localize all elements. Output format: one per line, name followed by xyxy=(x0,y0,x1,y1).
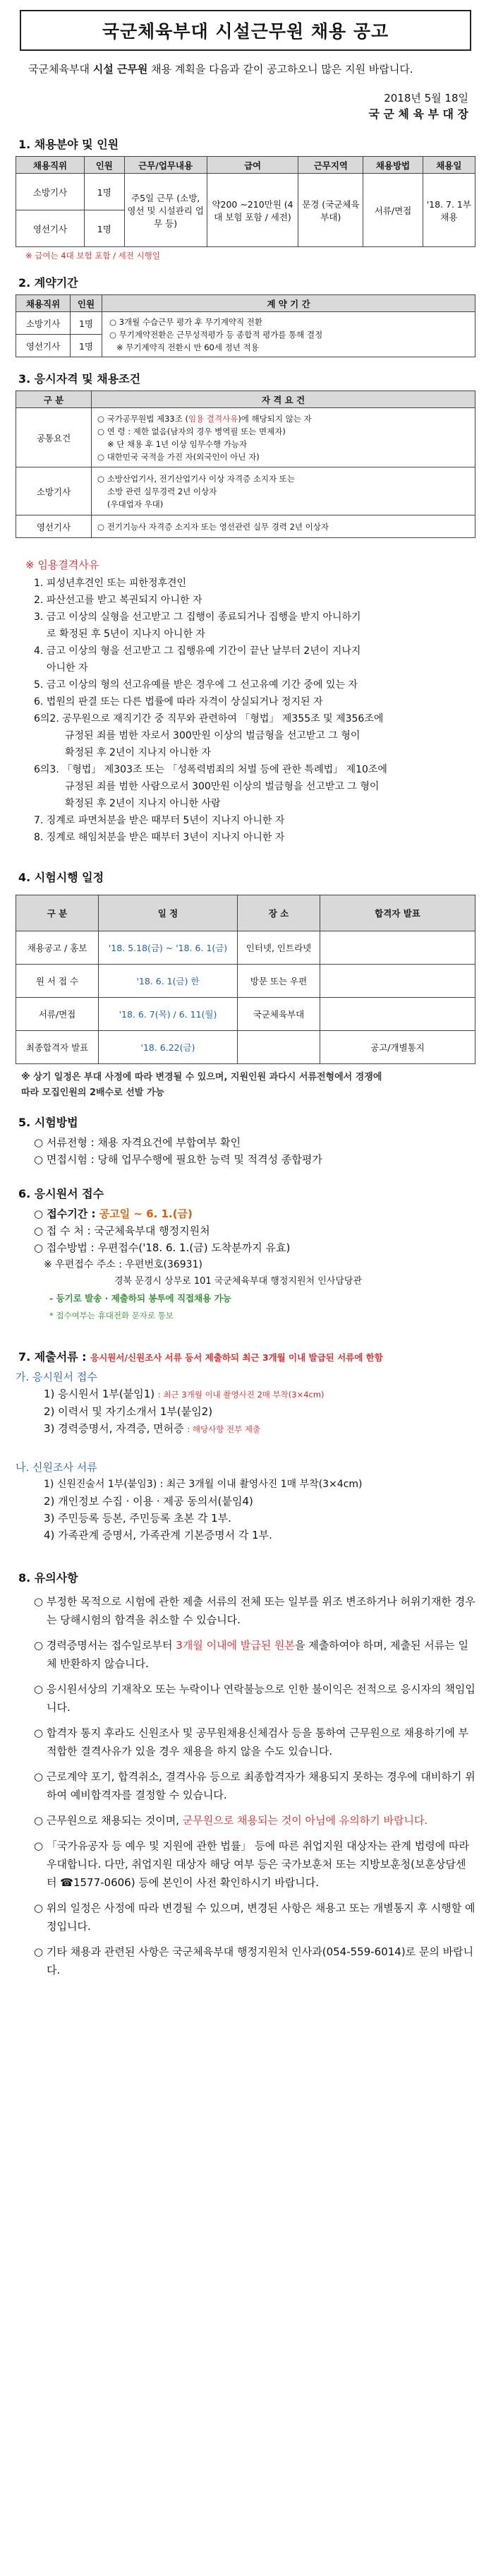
documents-subheading: 가. 응시원서 접수 xyxy=(16,1371,97,1383)
table-cell: 영선기사 xyxy=(16,210,85,247)
disq-item: 확정된 후 2년이 지나지 아니한 사람 xyxy=(65,798,221,809)
table-cell: 서류/면접 xyxy=(363,174,423,247)
notice-date: 2018년 5월 18일 xyxy=(384,92,468,105)
precaution-text: ○ 경력증명서는 접수일로부터 xyxy=(34,1639,176,1652)
documents-heading-label: 7. 제출서류 : xyxy=(18,1350,91,1364)
contract-terms xyxy=(102,312,475,357)
schedule-date: '18. 5.18(금) ~ '18. 6. 1(금) xyxy=(99,931,238,965)
disq-item: 6의3. 「형법」 제303조 또는 「성폭력범죄의 처벌 등에 관한 특례법」 제10조에 xyxy=(34,764,387,775)
section-exam-method xyxy=(16,1114,475,1168)
disq-item: 8. 징계로 해임처분을 받은 때부터 3년이 지나지 아니한 자 xyxy=(34,832,285,843)
repair-requirements: ○ 전기기능사 자격증 소지자 또는 영선관련 실무 경력 2년 이상자 xyxy=(92,515,475,538)
table-header: 채용일 xyxy=(423,157,475,174)
section-documents xyxy=(16,1348,475,1544)
disq-item: 6. 법원의 판결 또는 다른 법률에 따라 자격이 상실되거나 정지된 자 xyxy=(34,696,323,708)
precaution-item xyxy=(16,1636,475,1673)
disq-item: 로 확정된 후 5년이 지나지 아니한 자 xyxy=(47,628,205,640)
schedule-place: 방문 또는 우편 xyxy=(238,965,320,998)
disq-item: 5. 금고 이상의 형의 선고유예를 받은 경우에 그 선고유예 기간 중에 있는 자 xyxy=(34,679,358,691)
document-item: 1) 신원진술서 1부(붙임3) : 최근 3개월 이내 촬영사진 1매 부착(3×4cm) xyxy=(44,1479,363,1490)
schedule-result xyxy=(320,998,475,1031)
contract-table xyxy=(16,294,475,357)
table-cell: 1명 xyxy=(84,174,124,210)
section-heading xyxy=(18,1348,475,1364)
schedule-place: 인터넷, 인트라넷 xyxy=(238,931,320,965)
table-cell: 소방기사 xyxy=(16,174,85,210)
recruitment-table xyxy=(16,156,475,247)
section-heading: 8. 유의사항 xyxy=(18,1571,78,1585)
disq-item: 규정된 죄를 범한 사람으로서 300만원 이상의 벌금형을 선고받고 그 형이 xyxy=(65,781,380,792)
schedule-place: 국군체육부대 xyxy=(238,998,320,1031)
schedule-note xyxy=(21,1070,475,1101)
schedule-note-line: 따라 모집인원의 2배수로 선발 가능 xyxy=(21,1087,164,1098)
disq-item: 1. 피성년후견인 또는 피한정후견인 xyxy=(34,578,187,589)
table-header: 채용직위 xyxy=(16,295,71,312)
section-recruitment xyxy=(16,136,475,261)
schedule-label: 서류/면접 xyxy=(16,998,99,1031)
application-period-label: ○ 접수기간 : xyxy=(34,1208,99,1220)
intro-text-2: 채용 계획을 다음과 같이 공고하오니 많은 지원 바랍니다. xyxy=(147,63,413,76)
schedule-result xyxy=(320,965,475,998)
requirement-highlight: 임용 결격사유 xyxy=(188,413,238,424)
document-item: 4) 가족관계 증명서, 가족관계 기본증명서 각 1부. xyxy=(44,1529,272,1542)
document-item: 2) 개인정보 수집 · 이용 · 제공 동의서(붙임4) xyxy=(44,1495,253,1508)
requirement-text: )에 해당되지 않는 자 xyxy=(238,413,312,424)
requirement-line xyxy=(97,412,473,425)
table-cell: 주5일 근무 (소방, 영선 및 시설관리 업무 등) xyxy=(124,174,207,247)
requirement-line: 소방 관련 실무경력 2년 이상자 xyxy=(107,486,217,496)
table-header: 인원 xyxy=(84,157,124,174)
section-heading: 1. 채용분야 및 인원 xyxy=(18,138,119,151)
table-cell: 소방기사 xyxy=(16,312,71,335)
table-cell: 약200 ~210만원 (4대 보험 포함 / 세전) xyxy=(207,174,298,247)
schedule-note-line: ※ 상기 일정은 부대 사정에 따라 변경될 수 있으며, 지원인원 과다시 서류전형에서 경쟁에 xyxy=(21,1072,382,1083)
application-address: 경북 문경시 상무로 101 국군체육부대 행정지원처 인사담당관 xyxy=(114,1276,362,1287)
section-precautions xyxy=(16,1569,475,1979)
requirement-line: ○ 연 령 : 제한 없음(남자의 경우 병역필 또는 면제자) xyxy=(97,426,286,436)
table-header: 장 소 xyxy=(238,895,320,931)
precaution-item: ○ 기타 채용과 관련된 사항은 국군체육부대 행정지원처 인사과(054-559-6014)로 문의 바랍니다. xyxy=(34,1945,474,1976)
table-cell: 문경 (국군체육 부대) xyxy=(298,174,363,247)
application-note: - 등기로 발송 · 제출하되 봉투에 직접채용 가능 xyxy=(49,1293,231,1304)
document-item: 3) 주민등록 등본, 주민등록 초본 각 1부. xyxy=(44,1512,231,1525)
section-qualification xyxy=(16,370,475,538)
schedule-date: '18. 6. 1(금) 한 xyxy=(99,965,238,998)
section-contract xyxy=(16,274,475,357)
requirement-line: ○ 소방산업기사, 전기산업기사 이상 자격증 소지자 또는 xyxy=(97,473,296,484)
disq-item: 아니한 자 xyxy=(47,662,88,674)
fire-requirements xyxy=(92,467,475,515)
precaution-item: ○ 근로계약 포기, 합격취소, 결격사유 등으로 최종합격자가 채용되지 못하는 경우에 대비하기 위하여 예비합격자를 결정할 수 있습니다. xyxy=(34,1770,475,1801)
table-header: 채용직위 xyxy=(16,157,85,174)
section-heading: 6. 응시원서 접수 xyxy=(18,1187,104,1200)
contract-line: ○ 무기계약전환은 근무성적평가 등 종합적 평가를 통해 결정 xyxy=(109,329,323,340)
precaution-item: ○ 합격자 통지 후라도 신원조사 및 공무원채용신체검사 등을 통하여 근무원으로 채용하기에 부적합한 결격사유가 있을 경우 채용을 하지 않을 수도 있습니다. xyxy=(34,1727,469,1758)
title-box xyxy=(20,10,471,51)
documents-subheading: 나. 신원조사 서류 xyxy=(16,1461,97,1474)
disq-item: 7. 징계로 파면처분을 받은 때부터 5년이 지나지 아니한 자 xyxy=(34,815,285,826)
table-cell: 1명 xyxy=(71,312,102,335)
exam-method-line: ○ 면접시험 : 당해 업무수행에 필요한 능력 및 적격성 종합평가 xyxy=(34,1153,322,1166)
requirement-line: ※ 단 채용 후 1년 이상 임무수행 가능자 xyxy=(107,439,248,449)
precaution-highlight: 군무원으로 채용되는 것이 아님에 유의하기 바랍니다. xyxy=(182,1814,428,1827)
section-application xyxy=(16,1185,475,1324)
application-period-value: 공고일 ~ 6. 1.(금) xyxy=(99,1208,193,1220)
document-note: : 최근 3개월 이내 촬영사진 2매 부착(3×4cm) xyxy=(157,1390,325,1400)
table-header: 계 약 기 간 xyxy=(102,295,475,312)
section-heading: 2. 계약기간 xyxy=(18,276,78,290)
exam-method-line: ○ 서류전형 : 채용 자격요건에 부합여부 확인 xyxy=(34,1136,241,1149)
section-heading: 3. 응시자격 및 채용조건 xyxy=(18,372,141,386)
schedule-place xyxy=(238,1031,320,1064)
application-note: * 접수여부는 휴대전화 문자로 통보 xyxy=(49,1311,174,1320)
table-cell: 영선기사 xyxy=(16,335,71,357)
intro-paragraph xyxy=(18,61,473,78)
table-header: 일 정 xyxy=(99,895,238,931)
table-header: 구 분 xyxy=(16,895,99,931)
requirement-line: (우대업자 우대) xyxy=(107,499,164,509)
schedule-date: '18. 6.22(금) xyxy=(99,1031,238,1064)
table-cell: 1명 xyxy=(71,335,102,357)
table-header: 자 격 요 건 xyxy=(92,391,475,408)
table-header: 근무/업무내용 xyxy=(124,157,207,174)
precaution-item: ○ 부정한 목적으로 시험에 관한 제출 서류의 전체 또는 일부를 위조 변조하거나 허위기재한 경우는 당해시험의 합격을 취소할 수 있습니다. xyxy=(34,1595,475,1626)
table-cell: '18. 7. 1부 채용 xyxy=(423,174,475,247)
disq-item: 2. 파산선고를 받고 복권되지 아니한 자 xyxy=(34,595,202,606)
precaution-item: ○ 응시원서상의 기재착오 또는 누락이나 연락불능으로 인한 불이익은 전적으로 응시자의 책임입니다. xyxy=(34,1683,475,1714)
precaution-text: 을 제출하여야 하며, 제출된 서류는 일체 반환하지 않습니다. xyxy=(47,1639,468,1670)
precaution-highlight: 3개월 이내에 발급된 원본 xyxy=(176,1639,296,1652)
requirement-text: ○ 국가공무원법 제33조 ( xyxy=(97,413,188,424)
schedule-table xyxy=(16,895,475,1064)
document-item: 2) 이력서 및 자기소개서 1부(붙임2) xyxy=(44,1405,213,1418)
disqualification-list xyxy=(16,556,475,846)
section-heading: 5. 시험방법 xyxy=(18,1116,78,1129)
table-header: 합격자 발표 xyxy=(320,895,475,931)
notice-page xyxy=(16,0,475,1979)
table-header: 근무지역 xyxy=(298,157,363,174)
disq-item: 6의2. 공무원으로 재직기간 중 직무와 관련하여 「형법」 제355조 및 제356조에 xyxy=(34,713,384,724)
table-header: 채용방법 xyxy=(363,157,423,174)
issuing-org: 국 군 체 육 부 대 장 xyxy=(368,107,468,121)
recruitment-note: ※ 급여는 4대 보험 포함 / 세전 시행일 xyxy=(25,251,160,261)
document-item xyxy=(16,1420,475,1438)
common-requirements xyxy=(92,408,475,467)
schedule-result xyxy=(320,931,475,965)
document-text: 1) 응시원서 1부(붙임1) xyxy=(44,1388,158,1400)
schedule-date: '18. 6. 7(목) / 6. 11(월) xyxy=(99,998,238,1031)
application-place: ○ 접 수 처 : 국군체육부대 행정지원처 xyxy=(34,1224,210,1237)
page-title: 국군체육부대 시설근무원 채용 공고 xyxy=(102,21,389,42)
precaution-item: ○ 「국가유공자 등 예우 및 지원에 관한 법률」 등에 따른 취업지원 대상자는 관계 법령에 따라 우대합니다. 다만, 취업지원 대상자 해당 여부 등은 국가보훈처 또는 지방보훈청(보훈상담센터 ☎1577-0606) 등에 본인이 사전 확인하시기 바랍니다. xyxy=(34,1839,469,1889)
table-header: 인원 xyxy=(71,295,102,312)
qualification-table xyxy=(16,390,475,538)
documents-heading-note: 응시원서/신원조사 서류 등서 제출하되 최근 3개월 이내 발급된 서류에 한함 xyxy=(90,1352,383,1363)
disq-item: 3. 금고 이상의 실형을 선고받고 그 집행이 종료되거나 집행을 받지 아니하기 xyxy=(34,612,361,623)
section-schedule xyxy=(16,869,475,1101)
table-cell: 소방기사 xyxy=(16,467,92,515)
application-method: ○ 접수방법 : 우편접수('18. 6. 1.(금) 도착분까지 유효) xyxy=(34,1241,291,1254)
table-header: 구 분 xyxy=(16,391,92,408)
requirement-line: ○ 대한민국 국적을 가진 자(외국인이 아닌 자) xyxy=(97,451,260,462)
contract-line: ○ 3개월 수습근무 평가 후 무기계약직 전환 xyxy=(109,316,263,327)
precaution-text: ○ 근무원으로 채용되는 것이며, xyxy=(34,1814,183,1827)
disq-item: 확정된 후 2년이 지나지 아니한 자 xyxy=(65,747,211,758)
disqualification-heading: ※ 임용결격사유 xyxy=(25,559,99,571)
intro-bold: 시설 근무원 xyxy=(92,63,148,76)
contract-line: ※ 무기계약직 전환시 만 60세 정년 적용 xyxy=(116,342,259,352)
schedule-label: 채용공고 / 홍보 xyxy=(16,931,99,965)
table-cell: 1명 xyxy=(84,210,124,247)
table-cell: 영선기사 xyxy=(16,515,92,538)
table-cell: 공통요건 xyxy=(16,408,92,467)
precaution-item: ○ 위의 일정은 사정에 따라 변경될 수 있으며, 변경된 사항은 채용고 또는 개별통지 후 시행할 예정입니다. xyxy=(34,1902,475,1933)
document-note: : 해당사항 전부 제출 xyxy=(187,1424,261,1434)
disq-item: 규정된 죄를 범한 자로서 300만원 이상의 벌금형을 선고받고 그 형이 xyxy=(65,730,360,741)
intro-text-1: 국군체육부대 xyxy=(28,63,93,76)
document-text: 3) 경력증명서, 자격증, 면허증 xyxy=(44,1422,188,1435)
schedule-label: 원 서 접 수 xyxy=(16,965,99,998)
application-period xyxy=(16,1205,475,1222)
schedule-result: 공고/개별통지 xyxy=(320,1031,475,1064)
schedule-label: 최종합격자 발표 xyxy=(16,1031,99,1064)
precaution-item xyxy=(16,1811,475,1830)
document-item xyxy=(16,1385,475,1403)
section-heading: 4. 시험시행 일정 xyxy=(18,871,104,884)
application-address: ※ 우편접수 주소 : 우편번호(36931) xyxy=(44,1259,202,1270)
disq-item: 4. 금고 이상의 형을 선고받고 그 집행유예 기간이 끝난 날부터 2년이 지나지 xyxy=(34,645,361,657)
table-header: 급여 xyxy=(207,157,298,174)
